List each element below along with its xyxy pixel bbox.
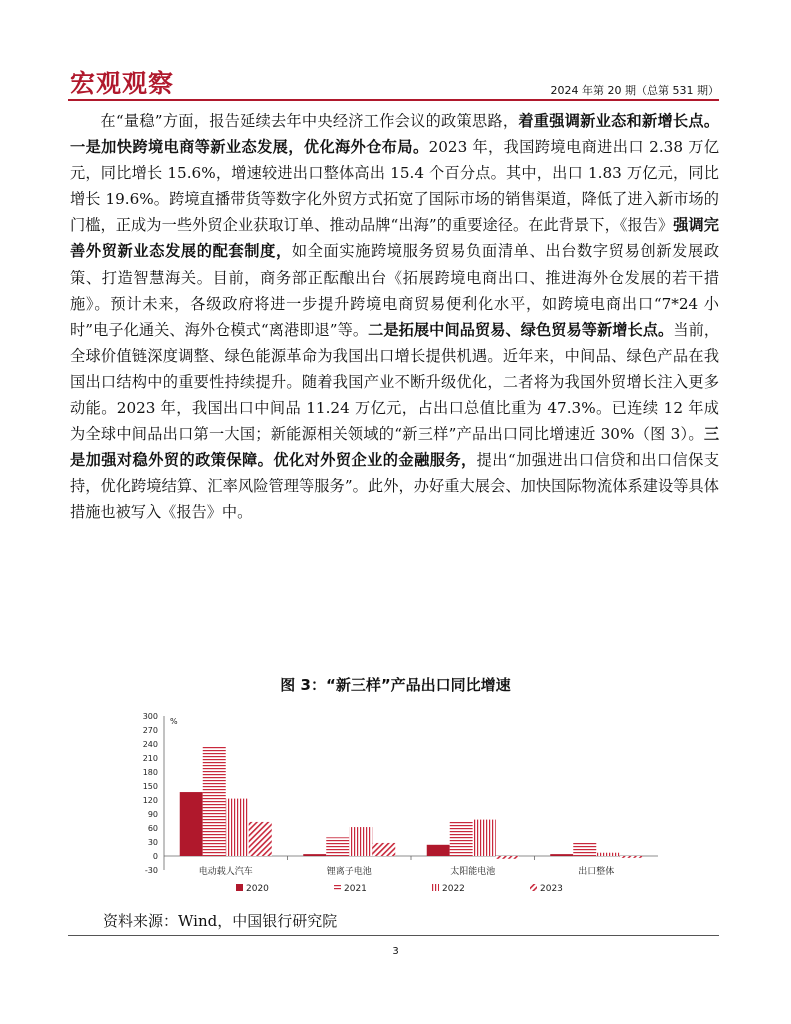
bar-2020 — [427, 845, 450, 856]
x-tick-label: 电动载人汽车 — [198, 867, 253, 877]
y-tick-label: 150 — [142, 782, 158, 791]
body-run-bold: 三是加强对稳外贸的政策保障。优化对外贸企业的金融服务， — [70, 425, 719, 470]
x-tick-label: 出口整体 — [578, 867, 615, 877]
body-run: 2023 年，我国跨境电商进出口 2.38 万亿元，同比增长 15.6%，增速较进出口整体高出 15.4 个百分点。其中，出口 1.83 万亿元，同比增长 19.6%。跨境直播带货等数字化外贸方式拓宽了国际市场的销售渠道，降低了进入新市场的门槛，正成为一些外贸企业获取订单、推动品牌“出海”的重要途径。在此背景下，《报告》 — [70, 138, 720, 235]
report-title: 宏观观察 — [70, 69, 175, 98]
figure-source: 资料来源：Wind，中国银行研究院 — [103, 912, 338, 930]
legend-label-2021: 2021 — [344, 884, 367, 894]
footer-rule — [68, 935, 719, 936]
y-tick-label: 120 — [142, 796, 158, 805]
bar-2022 — [596, 853, 619, 856]
body-run-bold: 强调完善外贸新业态发展的配套制度， — [70, 216, 719, 261]
bar-2022 — [473, 820, 496, 856]
bar-2021 — [203, 746, 226, 856]
bar-2022 — [226, 799, 249, 856]
y-unit-label: % — [170, 717, 178, 726]
body-run: 当前，全球价值链深度调整、绿色能源革命为我国出口增长提供机遇。近年来，中间品、绿色产品在我国出口结构中的重要性持续提升。随着我国产业不断升级优化，二者将为我国外贸增长注入更多动能。2023 年，我国出口中间品 11.24 万亿元，占出口总值比重为 47.3%。已连续 12 年成为全球中间品出口第一大国；新能源相关领域的“新三样”产品出口同比增速近 30%（图 3）。 — [70, 320, 720, 444]
legend-label-2020: 2020 — [246, 884, 269, 894]
y-tick-label: 240 — [142, 740, 158, 749]
legend-swatch-2021 — [334, 884, 341, 891]
legend-label-2022: 2022 — [442, 884, 465, 894]
y-tick-label: -30 — [144, 866, 158, 875]
bar-2020 — [550, 854, 573, 856]
issue-number: 2024 年第 20 期（总第 531 期） — [550, 84, 719, 97]
x-tick-label: 锂离子电池 — [326, 867, 372, 877]
y-tick-label: 270 — [142, 726, 158, 735]
bar-2023 — [496, 856, 519, 859]
legend-swatch-2022 — [432, 884, 439, 891]
bar-2021 — [450, 821, 473, 856]
figure-title: 图 3：“新三样”产品出口同比增速 — [280, 676, 511, 694]
bar-chart — [138, 708, 678, 898]
bar-2023 — [249, 822, 272, 856]
bar-2020 — [303, 854, 326, 856]
body-run-bold: 着重强调新业态和新增长点。一是加快跨境电商等新业态发展，优化海外仓布局。 — [70, 112, 720, 157]
y-tick-label: 60 — [147, 824, 158, 833]
bar-2021 — [573, 842, 596, 856]
bar-2020 — [180, 792, 203, 856]
y-tick-label: 210 — [142, 754, 158, 763]
bar-2022 — [349, 827, 372, 856]
legend-swatch-2023 — [530, 884, 537, 891]
body-text — [70, 108, 719, 526]
x-tick-label: 太阳能电池 — [450, 867, 496, 877]
y-tick-label: 90 — [147, 810, 158, 819]
y-tick-label: 180 — [142, 768, 158, 777]
bar-2023 — [619, 856, 642, 858]
body-run-bold: 二是拓展中间品贸易、绿色贸易等新增长点。 — [368, 320, 674, 339]
y-tick-label: 0 — [152, 852, 158, 861]
legend-label-2023: 2023 — [540, 884, 563, 894]
y-tick-label: 30 — [147, 838, 158, 847]
bar-2021 — [326, 837, 349, 856]
header-rule — [68, 99, 719, 101]
y-tick-label: 300 — [142, 712, 158, 721]
page-number: 3 — [392, 946, 399, 957]
legend-swatch-2020 — [236, 884, 243, 891]
body-run: 提出“加强进出口信贷和出口信保支持，优化跨境结算、汇率风险管理等服务”。此外，办好重大展会、加快国际物流体系建设等具体措施也被写入《报告》中。 — [70, 451, 720, 522]
body-paragraph — [70, 108, 719, 526]
body-run: 如全面实施跨境服务贸易负面清单、出台数字贸易创新发展政策、打造智慧海关。目前，商务部正酝酿出台《拓展跨境电商出口、推进海外仓发展的若干措施》。预计未来，各级政府将进一步提升跨境电商贸易便利化水平，如跨境电商出口“7*24 小时”电子化通关、海外仓模式“离港即退”等。 — [70, 242, 720, 339]
bar-2023 — [372, 843, 395, 856]
body-run: 在“量稳”方面，报告延续去年中央经济工作会议的政策思路， — [100, 112, 519, 130]
